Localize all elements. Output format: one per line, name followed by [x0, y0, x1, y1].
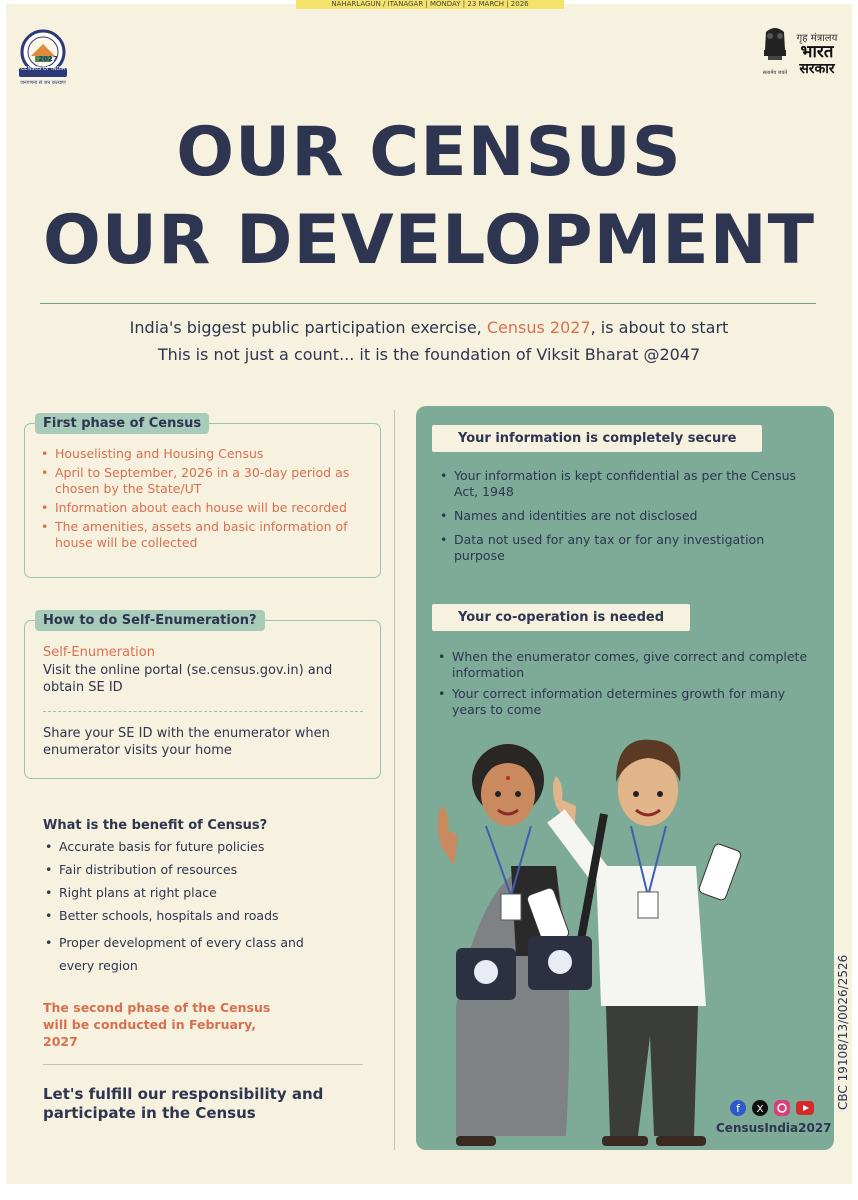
logo-motto: जनगणना से जन कल्याण	[20, 80, 66, 86]
intro-line-1	[0, 318, 858, 337]
secure-list	[438, 468, 810, 567]
first-phase-box	[24, 423, 381, 578]
census-logo	[14, 28, 72, 80]
list-item: • When the enumerator comes, give correct and complete information	[436, 649, 808, 681]
self-enumeration-box	[24, 620, 381, 779]
x-icon[interactable]	[752, 1100, 768, 1116]
cooperation-title: Your co-operation is needed	[432, 604, 690, 631]
info-panel	[416, 406, 834, 1150]
self-enumeration-title: How to do Self-Enumeration?	[35, 610, 265, 631]
list-item: • Better schools, hospitals and roads	[43, 908, 333, 924]
newspaper-masthead: NAHARLAGUN / ITANAGAR | MONDAY | 23 MARCH | 2026	[296, 0, 564, 9]
enumerators-illustration	[416, 706, 746, 1150]
svg-text:f: f	[736, 1102, 740, 1115]
ministry-name: गृह मंत्रालय	[796, 33, 838, 44]
list-item: • Data not used for any tax or for any investigation purpose	[438, 532, 810, 564]
logo-year: 2027	[38, 55, 58, 63]
instagram-icon[interactable]	[774, 1100, 790, 1116]
list-item: • Your information is kept confidential as per the Census Act, 1948	[438, 468, 810, 500]
list-item: • Information about each house will be recorded	[39, 500, 374, 516]
government-label	[792, 30, 842, 78]
list-item: • The amenities, assets and basic information of house will be collected	[39, 519, 374, 551]
social-icons	[728, 1098, 816, 1118]
intro-line-2: This is not just a count... it is the foundation of Viksit Bharat @2047	[157, 345, 701, 364]
benefits-list	[43, 839, 333, 984]
column-divider	[394, 410, 395, 1150]
logo-banner: CENSUS OF INDIA	[20, 66, 66, 72]
headline-line-2: OUR DEVELOPMENT	[43, 201, 815, 280]
first-phase-list	[39, 446, 374, 554]
list-item: • Accurate basis for future policies	[43, 839, 333, 855]
intro-text: India's biggest public participation exercise,	[129, 318, 487, 337]
svg-text:X: X	[756, 1104, 764, 1115]
social-handle: CensusIndia2027	[716, 1121, 832, 1135]
secure-title: Your information is completely secure	[432, 425, 762, 452]
first-phase-title: First phase of Census	[35, 413, 209, 434]
divider	[43, 1064, 363, 1065]
youtube-icon[interactable]	[796, 1101, 814, 1115]
benefits-title: What is the benefit of Census?	[43, 818, 268, 833]
self-enumeration-step-1: Visit the online portal (se.census.gov.in) and obtain SE ID	[43, 663, 333, 695]
government-name-2: सरकार	[799, 61, 835, 77]
list-item: • Proper development of every class and every region	[43, 931, 329, 977]
divider	[40, 303, 816, 304]
second-phase-note: The second phase of the Census will be conducted in February, 2027	[43, 1000, 271, 1049]
list-item: • Right plans at right place	[43, 885, 333, 901]
emblem-motto: सत्यमेव जयते	[762, 70, 788, 76]
list-item: • Fair distribution of resources	[43, 862, 333, 878]
dashed-divider	[43, 711, 363, 712]
headline-line-1: OUR CENSUS	[176, 113, 682, 192]
self-enumeration-subtitle: Self-Enumeration	[43, 645, 155, 660]
government-name: भारत	[800, 42, 834, 62]
list-item: • April to September, 2026 in a 30-day period as chosen by the State/UT	[39, 465, 374, 497]
self-enumeration-step-2: Share your SE ID with the enumerator when enumerator visits your home	[43, 726, 330, 758]
national-emblem-icon	[758, 24, 792, 74]
cbc-code: CBC 19108/13/0026/2526	[836, 954, 850, 1110]
facebook-icon[interactable]	[730, 1100, 746, 1116]
intro-text-end: , is about to start	[590, 318, 729, 337]
list-item: • Your correct information determines growth for many years to come	[436, 686, 808, 718]
call-to-action: Let's fulfill our responsibility and participate in the Census	[43, 1085, 324, 1122]
list-item: • Houselisting and Housing Census	[39, 446, 374, 462]
census-2027-highlight: Census 2027	[486, 318, 591, 337]
list-item: • Names and identities are not disclosed	[438, 508, 810, 524]
